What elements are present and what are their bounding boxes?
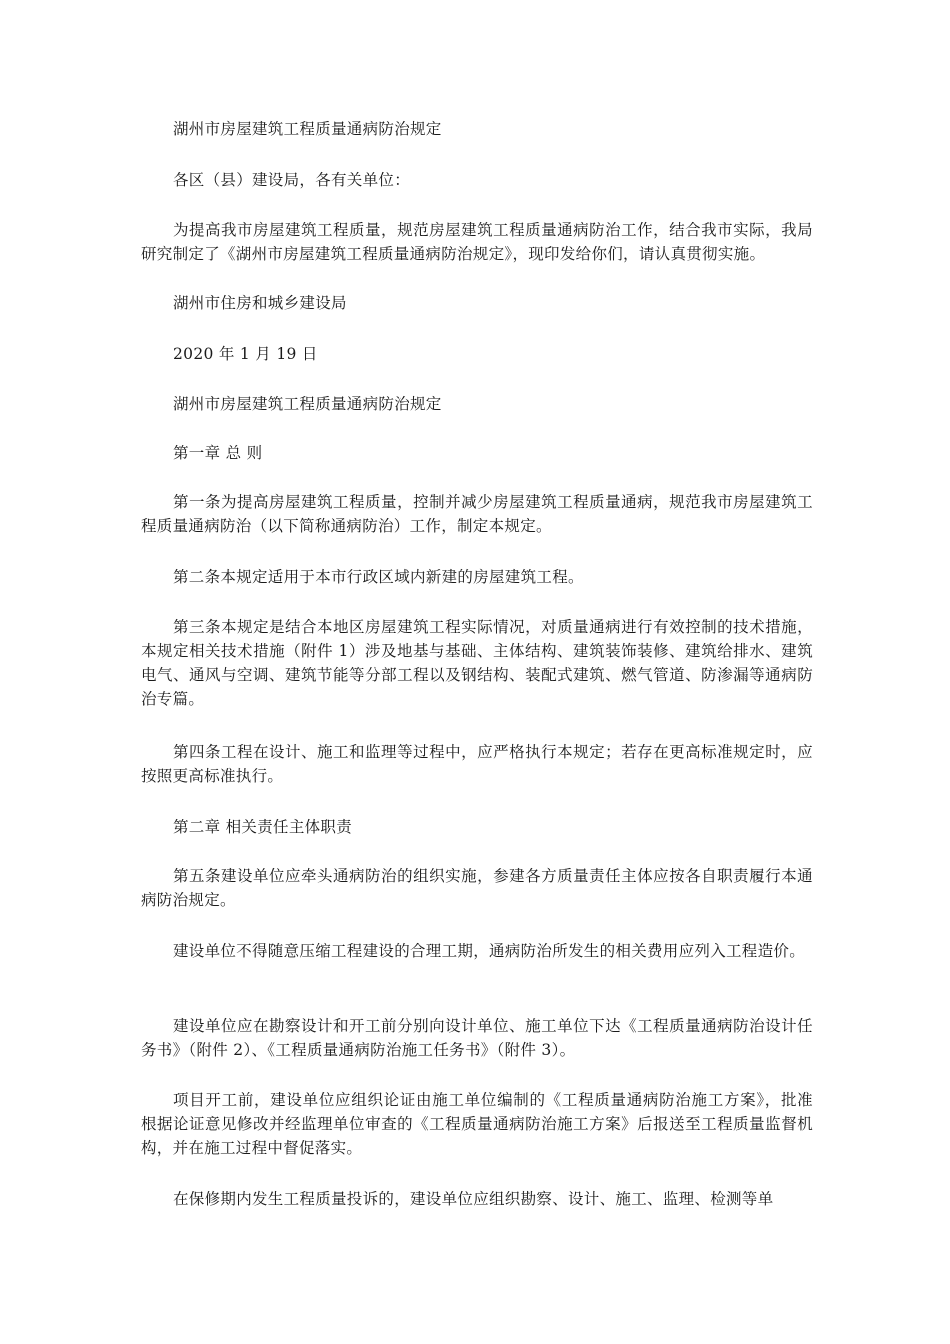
body-paragraph: 建设单位应在勘察设计和开工前分别向设计单位、施工单位下达《工程质量通病防治设计任务书》（附件 2）、《工程质量通病防治施工任务书》（附件 3）。	[141, 1017, 813, 1059]
issue-date: 2020 年 1 月 19 日	[173, 345, 318, 363]
article-paragraph: 第三条本规定是结合本地区房屋建筑工程实际情况，对质量通病进行有效控制的技术措施，本规定相关技术措施（附件 1）涉及地基与基础、主体结构、建筑装饰装修、建筑给排水、建筑电气、通风与空调、建筑节能等分部工程以及钢结构、装配式建筑、燃气管道、防渗漏等通病防治专篇。	[141, 618, 813, 708]
notice-title: 湖州市房屋建筑工程质量通病防治规定	[173, 120, 442, 138]
chapter-heading: 第一章 总 则	[173, 444, 263, 462]
article-paragraph: 第二条本规定适用于本市行政区域内新建的房屋建筑工程。	[173, 568, 584, 586]
chapter-heading: 第二章 相关责任主体职责	[173, 818, 353, 836]
body-paragraph: 在保修期内发生工程质量投诉的，建设单位应组织勘察、设计、施工、监理、检测等单	[173, 1190, 774, 1208]
issuing-authority: 湖州市住房和城乡建设局	[173, 294, 347, 312]
article-paragraph: 第一条为提高房屋建筑工程质量，控制并减少房屋建筑工程质量通病，规范我市房屋建筑工程质量通病防治（以下简称通病防治）工作，制定本规定。	[141, 493, 813, 535]
article-paragraph: 第五条建设单位应牵头通病防治的组织实施，参建各方质量责任主体应按各自职责履行本通病防治规定。	[141, 867, 813, 909]
salutation: 各区（县）建设局，各有关单位：	[173, 171, 411, 189]
body-paragraph: 建设单位不得随意压缩工程建设的合理工期，通病防治所发生的相关费用应列入工程造价。	[173, 942, 806, 960]
notice-body: 为提高我市房屋建筑工程质量，规范房屋建筑工程质量通病防治工作，结合我市实际，我局研究制定了《湖州市房屋建筑工程质量通病防治规定》，现印发给你们，请认真贯彻实施。	[141, 221, 813, 263]
regulation-title: 湖州市房屋建筑工程质量通病防治规定	[173, 395, 442, 413]
body-paragraph: 项目开工前，建设单位应组织论证由施工单位编制的《工程质量通病防治施工方案》，批准根据论证意见修改并经监理单位审查的《工程质量通病防治施工方案》后报送至工程质量监督机构，并在施工过程中督促落实。	[141, 1091, 813, 1157]
article-paragraph: 第四条工程在设计、施工和监理等过程中，应严格执行本规定；若存在更高标准规定时，应按照更高标准执行。	[141, 743, 813, 785]
